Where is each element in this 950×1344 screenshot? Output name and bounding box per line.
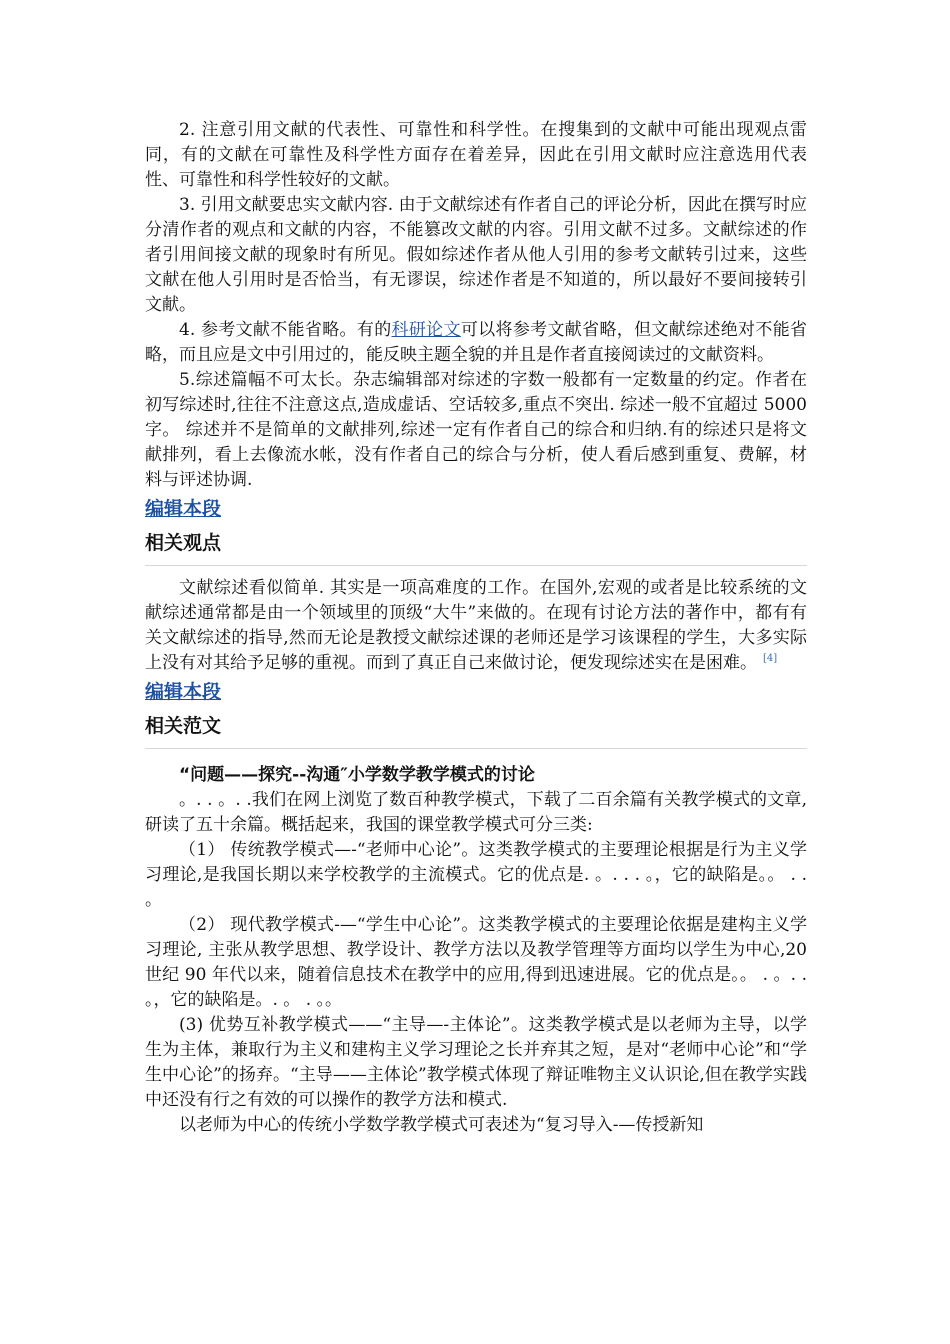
- paragraph-views: [145, 576, 807, 676]
- section-views-body: [145, 576, 807, 676]
- views-text: 文献综述看似简单. 其实是一项高难度的工作。在国外,宏观的或者是比较系统的文献综述通常都是由一个领域里的顶级“大牛”来做的。在现有讨论方法的著作中，都有有关文献综述的指导,然而无论是教授文献综述课的老师还是学习该课程的学生，大多实际上没有对其给予足够的重视。而到了真正自己来做讨论，便发现综述实在是困难。: [145, 578, 807, 673]
- sample-item-1: （1） 传统教学模式—-“老师中心论”。这类教学模式的主要理论根据是行为主义学习理论,是我国长期以来学校教学的主流模式。它的优点是. 。. . . 。，它的缺陷是。。 . . 。: [145, 840, 807, 910]
- sample-item-3: (3) 优势互补教学模式——“主导—-主体论”。这类教学模式是以老师为主导，以学生为主体，兼取行为主义和建构主义学习理论之长并弃其之短，是对“老师中心论”和“学生中心论”的扬弃。“主导——主体论”教学模式体现了辩证唯物主义认识论,但在教学实践中还没有行之有效的可以操作的教学方法和模式.: [145, 1015, 807, 1110]
- sample-intro: 。. . 。. .我们在网上浏览了数百种教学模式，下载了二百余篇有关教学模式的文章,研读了五十余篇。概括起来，我国的课堂教学模式可分三类:: [145, 790, 807, 835]
- citation-link[interactable]: [4]: [763, 653, 778, 665]
- sample-last-line: 以老师为中心的传统小学数学教学模式可表述为“复习导入-—传授新知: [179, 1115, 704, 1135]
- section-sample-body: [145, 763, 807, 1138]
- edit-section-link[interactable]: 编辑本段: [145, 498, 222, 520]
- paragraph-point-3: 3. 引用文献要忠实文献内容. 由于文献综述有作者自己的评论分析，因此在撰写时应分清作者的观点和文献的内容，不能篡改文献的内容。引用文献不过多。文献综述的作者引用间接文献的现象时有所见。假如综述作者从他人引用的参考文献转引过来，这些文献在他人引用时是否恰当，有无谬误，综述作者是不知道的，所以最好不要间接转引文献。: [145, 195, 807, 315]
- document-page: [145, 118, 807, 1138]
- point-4-text-before: 4. 参考文献不能省略。有的: [179, 320, 392, 340]
- research-paper-link[interactable]: 科研论文: [391, 320, 461, 340]
- paragraph-point-4: [145, 318, 807, 368]
- section-heading-views: 相关观点: [145, 529, 807, 566]
- section-heading-sample: 相关范文: [145, 712, 807, 749]
- sample-item-2: （2） 现代教学模式-—“学生中心论”。这类教学模式的主要理论依据是建构主义学习理论, 主张从教学思想、教学设计、教学方法以及教学管理等方面均以学生为中心,20 世纪 90 年代以来，随着信息技术在教学中的应用,得到迅速进展。它的优点是。。 . 。. . 。，它的缺陷是。. 。 . 。。: [145, 915, 807, 1010]
- paragraph-point-5: 5.综述篇幅不可太长。杂志编辑部对综述的字数一般都有一定数量的约定。作者在初写综述时,往往不注意这点,造成虚话、空话较多,重点不突出. 综述一般不宜超过 5000 字。 综述并不是简单的文献排列,综述一定有作者自己的综合和归纳.有的综述只是将文献排列，看上去像流水帐，没有作者自己的综合与分析，使人看后感到重复、费解，材料与评述协调.: [145, 370, 807, 490]
- point-4-text-after: 可以将参考文献省略，但文献综述绝对不能省略，而且应是文中引用过的，能反映主题全貌的并且是作者直接阅读过的文献资料。: [145, 320, 808, 365]
- sample-article-title: “问题——探究--沟通″小学数学教学模式的讨论: [179, 765, 535, 785]
- edit-section-link-2[interactable]: 编辑本段: [145, 681, 222, 703]
- paragraph-point-2: 2. 注意引用文献的代表性、可靠性和科学性。在搜集到的文献中可能出现观点雷同，有的文献在可靠性及科学性方面存在着差异，因此在引用文献时应注意选用代表性、可靠性和科学性较好的文献。: [145, 120, 807, 190]
